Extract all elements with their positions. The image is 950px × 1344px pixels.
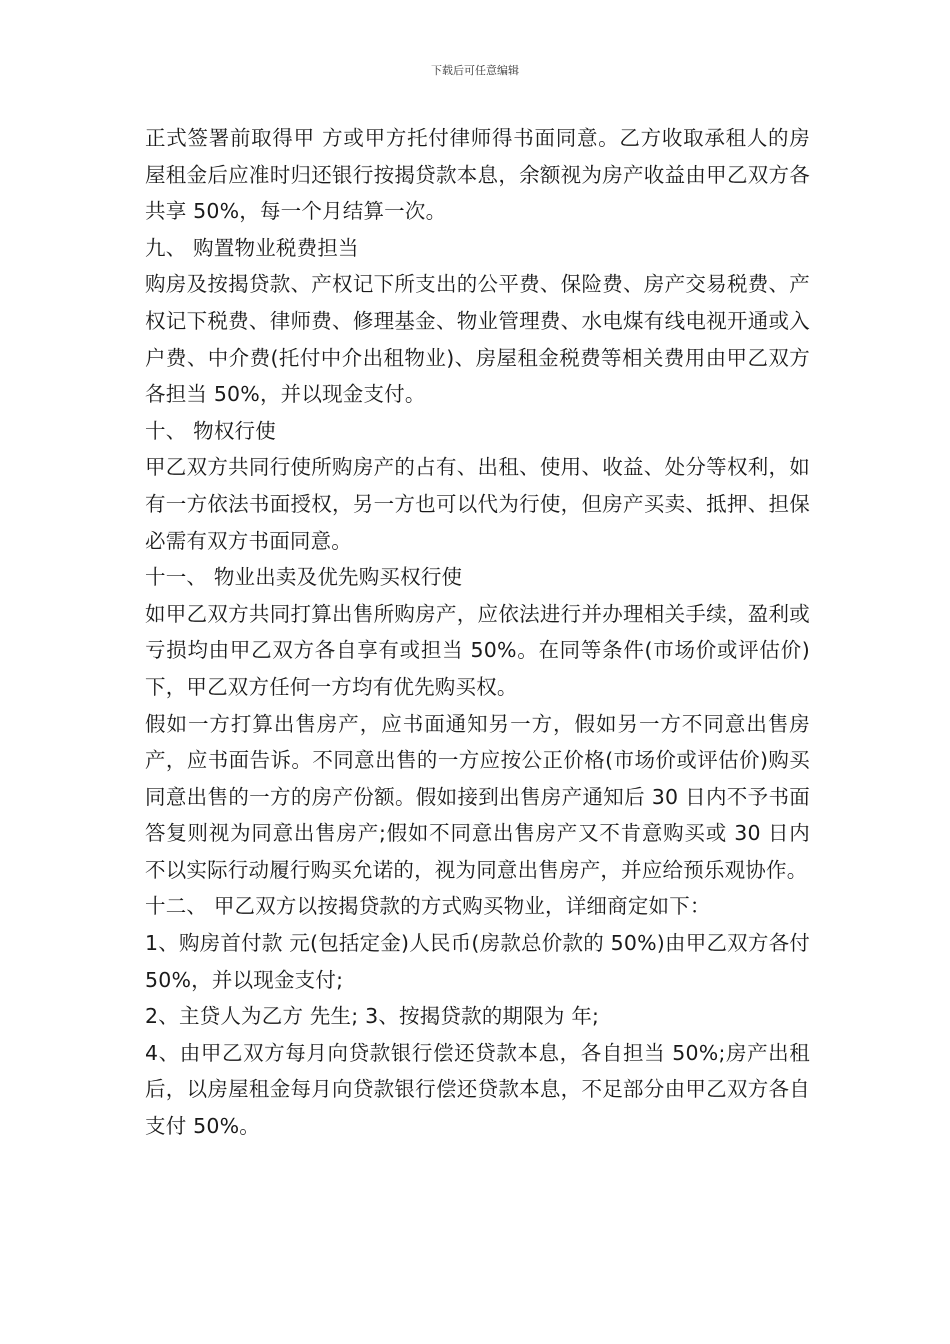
paragraph-fees: 购房及按揭贷款、产权记下所支出的公平费、保险费、房产交易税费、产权记下税费、律师费、修理基金、物业管理费、水电煤有线电视开通或入户费、中介费(托付中介出租物业)、房屋租金税费等相关费用由甲乙双方各担当 50%，并以现金支付。: [145, 272, 810, 407]
page-header: 下载后可任意编辑: [431, 64, 519, 77]
paragraph-property-rights: 甲乙双方共同行使所购房产的占有、出租、使用、收益、处分等权利，如有一方依法书面授权，另一方也可以代为行使，但房产买卖、抵押、担保必需有双方书面同意。: [145, 455, 810, 553]
section-heading-9: 九、 购置物业税费担当: [145, 235, 359, 260]
section-heading-10: 十、 物权行使: [145, 418, 276, 443]
paragraph-joint-sale: 如甲乙双方共同打算出售所购房产，应依法进行并办理相关手续，盈利或亏损均由甲乙双方各自享有或担当 50%。在同等条件(市场价或评估价)下，甲乙双方任何一方均有优先购买权。: [145, 601, 810, 699]
paragraph-borrower-term: 2、主贷人为乙方 先生; 3、按揭贷款的期限为 年;: [145, 1004, 600, 1029]
paragraph-sale-notice: 假如一方打算出售房产，应书面通知另一方，假如另一方不同意出售房产，应书面告诉。不同意出售的一方应按公正价格(市场价或评估价)购买同意出售的一方的房产份额。假如接到出售房产通知后 30 日内不予书面答复则视为同意出售房产;假如不同意出售房产又不肯意购买或 30 日内不以实际行动履行购买允诺的，视为同意出售房产，并应给预乐观协作。: [145, 711, 810, 882]
section-heading-11: 十一、 物业出卖及优先购买权行使: [145, 565, 463, 590]
section-heading-12: 十二、 甲乙双方以按揭贷款的方式购买物业，详细商定如下：: [145, 894, 711, 919]
paragraph-rental-income: 正式签署前取得甲 方或甲方托付律师得书面同意。乙方收取承租人的房屋租金后应准时归还银行按揭贷款本息，余额视为房产收益由甲乙双方各共享 50%，每一个月结算一次。: [145, 126, 810, 224]
paragraph-down-payment: 1、购房首付款 元(包括定金)人民币(房款总价款的 50%)由甲乙双方各付 50%，并以现金支付;: [145, 931, 810, 992]
document-body: [145, 120, 810, 1145]
paragraph-repayment: 4、由甲乙双方每月向贷款银行偿还贷款本息，各自担当 50%;房产出租后，以房屋租金每月向贷款银行偿还贷款本息，不足部分由甲乙双方各自支付 50%。: [145, 1040, 810, 1139]
